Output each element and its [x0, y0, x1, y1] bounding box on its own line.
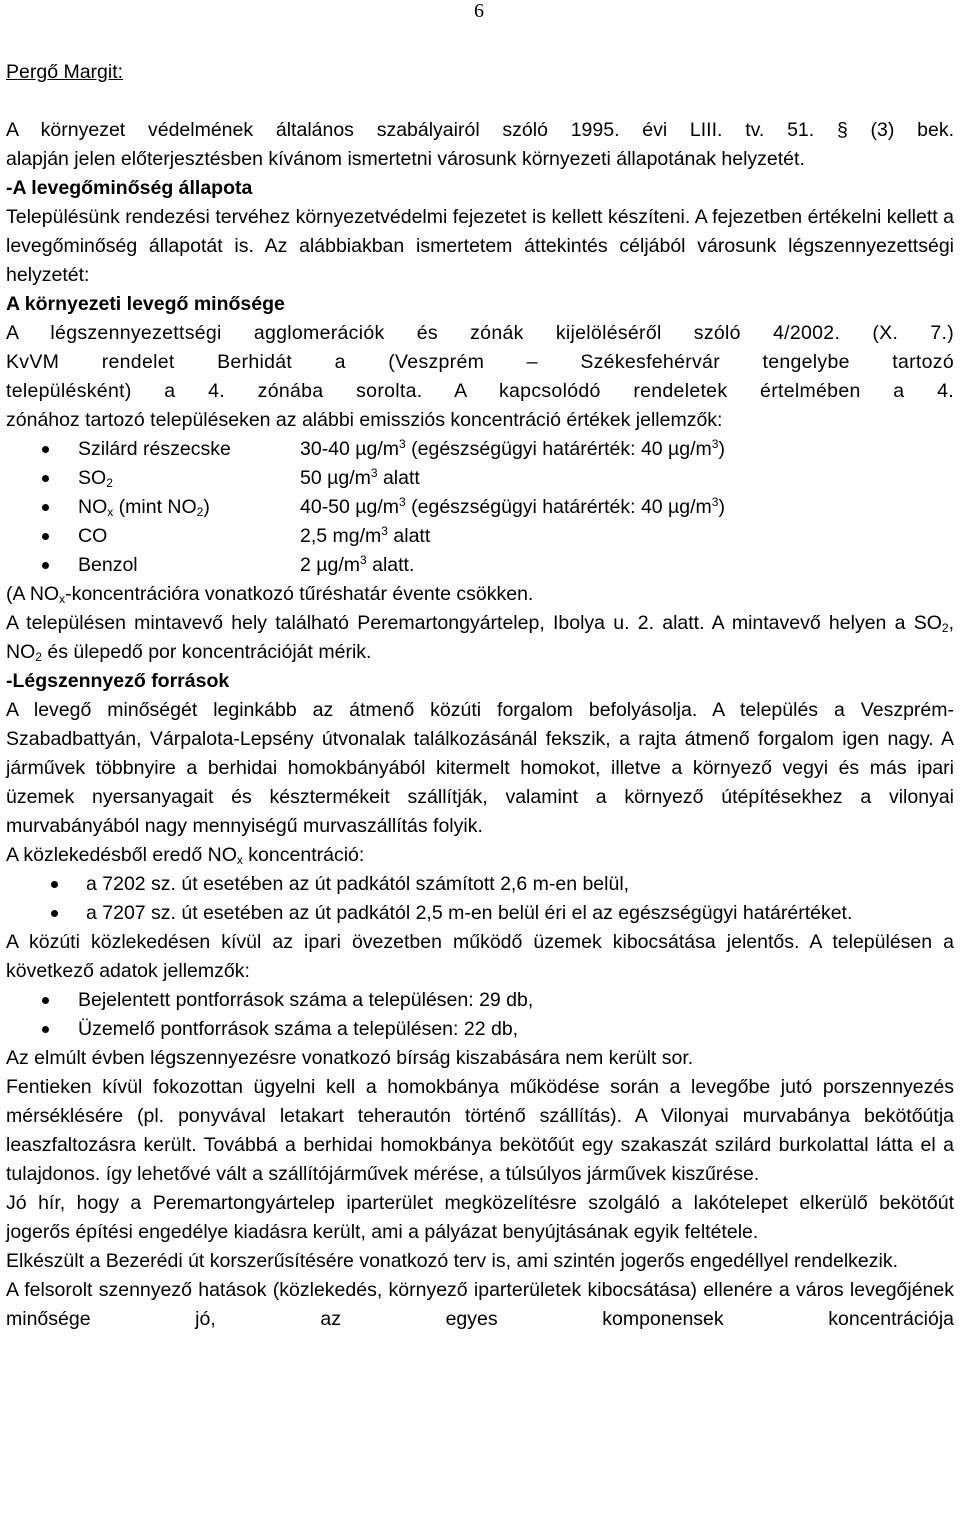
- fine-paragraph: Az elmúlt évben légszennyezésre vonatkozó bírság kiszabására nem került sor.: [6, 1047, 694, 1069]
- pollutant-list: [6, 435, 954, 580]
- zone-line: zónához tartozó településeken az alábbi emissziós koncentráció értékek jellemzők:: [6, 409, 723, 431]
- pollutant-name: Szilárd részecske: [78, 438, 231, 460]
- regulation-line-2: KvVM rendelet Berhidát a (Veszprém – Székesfehérvár tengelybe tartozó: [6, 351, 954, 373]
- document-body: [6, 58, 954, 1334]
- regulation-line-3: településként) a 4. zónába sorolta. A kapcsolódó rendeletek értelmében a 4.: [6, 380, 954, 402]
- bypass-road-paragraph: Jó hír, hogy a Peremartongyártelep iparterület megközelítésre szolgáló a lakótelepet elkerülő bekötőút jogerős építési engedélye kiadásra került, ami a pályázat benyújtásának egyik feltétele.: [6, 1192, 954, 1243]
- air-quality-heading: -A levegőminőség állapota: [6, 177, 253, 199]
- nox-list: [6, 870, 954, 928]
- pollutant-value: 2,5 $mg/m^3$ alatt: [300, 524, 431, 547]
- pollutant-item: [6, 522, 954, 551]
- pollutant-value: 2 $\mu g/m^3$ alatt.: [300, 553, 415, 576]
- pollutant-item: [6, 435, 954, 464]
- intro-line-2: alapján jelen előterjesztésben kívánom ismertetni városunk környezeti állapotának helyzetét.: [6, 148, 805, 170]
- pollutant-item: [6, 551, 954, 580]
- quarry-paragraph: Fentieken kívül fokozottan ügyelni kell a homokbánya működése során a levegőbe jutó porszennyezés mérséklésére (pl. ponyvával letakart teherautón történő szállítás). A Vilonyai murvabánya bekötőútja leaszfaltozásra került. Továbbá a berhidai homokbánya bekötőút egy szakaszát szilárd burkolattal látta el a tulajdonos. így lehetővé vált a szállítójárművek mérése, a túlsúlyos járművek kiszűrése.: [6, 1076, 954, 1185]
- pollutant-item: [6, 493, 954, 522]
- industry-paragraph: A közúti közlekedésen kívül az ipari övezetben működő üzemek kibocsátása jelentős. A településen a következő adatok jellemzők:: [6, 931, 954, 982]
- pollution-sources-heading: -Légszennyező források: [6, 670, 230, 692]
- pollutant-item: [6, 464, 954, 493]
- intro-line-1: A környezet védelmének általános szabályairól szóló 1995. évi LIII. tv. 51. § (3) bek.: [6, 119, 954, 141]
- pollutant-name: $SO_2$: [78, 467, 113, 490]
- final-paragraph: A felsorolt szennyező hatások (közlekedés, környező iparterületek kibocsátása) ellenére a város levegőjének minősége jó, az egyes komponensek koncentrációja: [6, 1279, 954, 1330]
- list-item: a 7202 sz. út esetében az út padkától számított 2,6 m-en belül,: [6, 870, 954, 899]
- pollutant-value: 30-40 $\mu g/m^3$ (egészségügyi határérték: 40 $\mu g/m^3$): [300, 437, 725, 460]
- environment-air-heading: A környezeti levegő minősége: [6, 293, 285, 315]
- author-name: Pergő Margit:: [6, 61, 124, 83]
- tolerance-note: (A $NO_x$-koncentrációra vonatkozó tűréshatár évente csökken.: [6, 583, 534, 606]
- nox-intro: A közlekedésből eredő $NO_x$ koncentráció:: [6, 844, 365, 867]
- pollutant-value: 50 $\mu g/m^3$ alatt: [300, 466, 420, 489]
- list-item: a 7207 sz. út esetében az út padkától 2,5 m-en belül éri el az egészségügyi határértéket.: [6, 899, 954, 928]
- pollutant-name: Benzol: [78, 554, 138, 576]
- list-item: Bejelentett pontforrások száma a településen: 29 db,: [6, 986, 954, 1015]
- point-source-list: [6, 986, 954, 1044]
- regulation-line-1: A légszennyezettségi agglomerációk és zónák kijelöléséről szóló 4/2002. (X. 7.): [6, 322, 954, 344]
- traffic-paragraph: A levegő minőségét leginkább az átmenő közúti forgalom befolyásolja. A település a Veszprém-Szabadbattyán, Várpalota-Lepsény útvonalak találkozásánál fekszik, a rajta átmenő forgalom igen nagy. A járművek többnyire a berhidai homokbányából kitermelt homokot, illetve a környező vegyi és más ipari üzemek nyersanyagait és késztermékeit szállítják, valamint a környező útépítésekhez a vilonyai murvabányából nagy mennyiségű murvaszállítás folyik.: [6, 699, 954, 837]
- pollutant-name: CO: [78, 525, 108, 547]
- list-item: Üzemelő pontforrások száma a településen: 22 db,: [6, 1015, 954, 1044]
- pollutant-value: 40-50 $\mu g/m^3$ (egészségügyi határérték: 40 $\mu g/m^3$): [300, 495, 725, 518]
- air-quality-paragraph: Településünk rendezési tervéhez környezetvédelmi fejezetet is kellett készíteni. A fejezetben értékelni kellett a levegőminőség állapotát is. Az alábbiakban ismertetem áttekintés céljából városunk légszennyezettségi helyzetét:: [6, 206, 954, 286]
- pollutant-name: $NO_x$ (mint $NO_2$): [78, 496, 210, 519]
- bezeredi-paragraph: Elkészült a Bezerédi út korszerűsítésére vonatkozó terv is, ami szintén jogerős engedéllyel rendelkezik.: [6, 1250, 899, 1272]
- page-number: 6: [474, 0, 484, 22]
- sampler-paragraph: A településen mintavevő hely található Peremartongyártelep, Ibolya u. 2. alatt. A mintavevő helyen a $SO_2$, $NO_2$ és ülepedő por koncentrációját mérik.: [6, 612, 954, 664]
